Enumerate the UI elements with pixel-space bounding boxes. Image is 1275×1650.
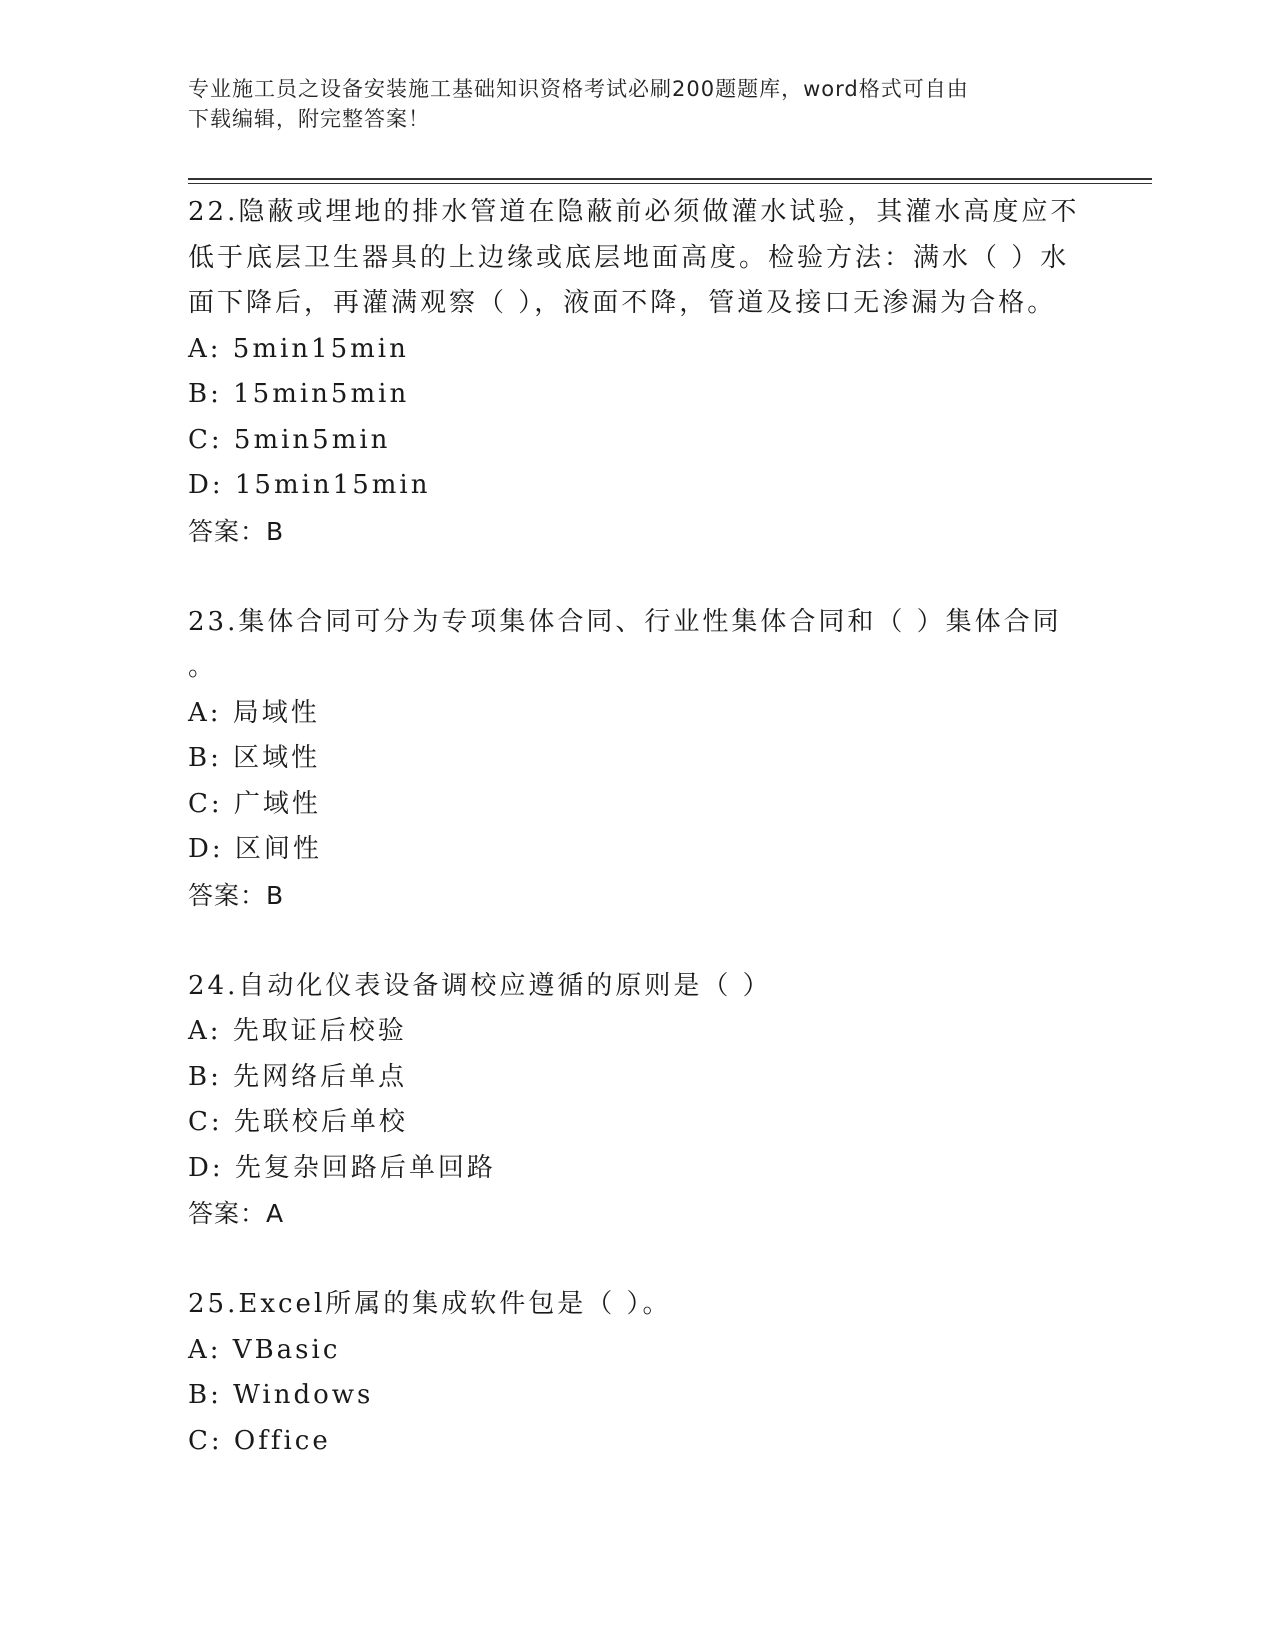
option-a: A: 5min15min [188, 333, 409, 364]
option-c: C: 先联校后单校 [188, 1107, 408, 1137]
question-spacer [188, 1237, 1088, 1283]
question-list [188, 190, 1088, 1464]
option-d: D: 先复杂回路后单回路 [188, 1152, 496, 1183]
option-c: C: 广域性 [188, 788, 321, 819]
question-stem-line: 23.集体合同可分为专项集体合同、行业性集体合同和（ ）集体合同 [188, 606, 1062, 637]
option-d: D: 15min15min [188, 470, 431, 500]
question-22 [188, 190, 1088, 554]
document-header [188, 74, 1068, 134]
question-stem-line: 25.Excel所属的集成软件包是（ ）。 [188, 1289, 672, 1319]
option-b: B: 区域性 [188, 743, 321, 773]
question-24 [188, 964, 1088, 1237]
option-c: C: 5min5min [188, 424, 391, 455]
answer-line: 答案：A [188, 1199, 285, 1228]
option-a: A: 局域性 [188, 697, 320, 728]
answer-line: 答案：B [188, 880, 285, 910]
question-23 [188, 600, 1088, 919]
header-divider-thick [188, 178, 1152, 180]
question-stem-line: 22.隐蔽或埋地的排水管道在隐蔽前必须做灌水试验，其灌水高度应不 [188, 197, 1080, 227]
option-b: B: 15min5min [188, 379, 410, 409]
header-line-2: 下载编辑，附完整答案！ [188, 107, 430, 131]
question-stem-line: 24.自动化仪表设备调校应遵循的原则是（ ） [188, 970, 772, 1001]
header-divider-thin [188, 183, 1152, 184]
option-d: D: 区间性 [188, 834, 322, 864]
option-c: C: Office [188, 1425, 331, 1456]
option-a: A: 先取证后校验 [188, 1016, 407, 1046]
option-b: B: 先网络后单点 [188, 1061, 408, 1092]
question-stem-line: 。 [188, 652, 218, 682]
option-b: B: Windows [188, 1380, 374, 1410]
question-spacer [188, 554, 1088, 600]
header-line-1: 专业施工员之设备安装施工基础知识资格考试必刷200题题库，word格式可自由 [188, 77, 969, 101]
option-a: A: VBasic [188, 1334, 341, 1365]
answer-line: 答案：B [188, 516, 285, 546]
question-stem-line: 低于底层卫生器具的上边缘或底层地面高度。检验方法：满水（ ）水 [188, 242, 1070, 273]
question-stem-line: 面下降后，再灌满观察（ ），液面不降，管道及接口无渗漏为合格。 [188, 288, 1057, 318]
question-25 [188, 1282, 1088, 1464]
question-spacer [188, 918, 1088, 964]
